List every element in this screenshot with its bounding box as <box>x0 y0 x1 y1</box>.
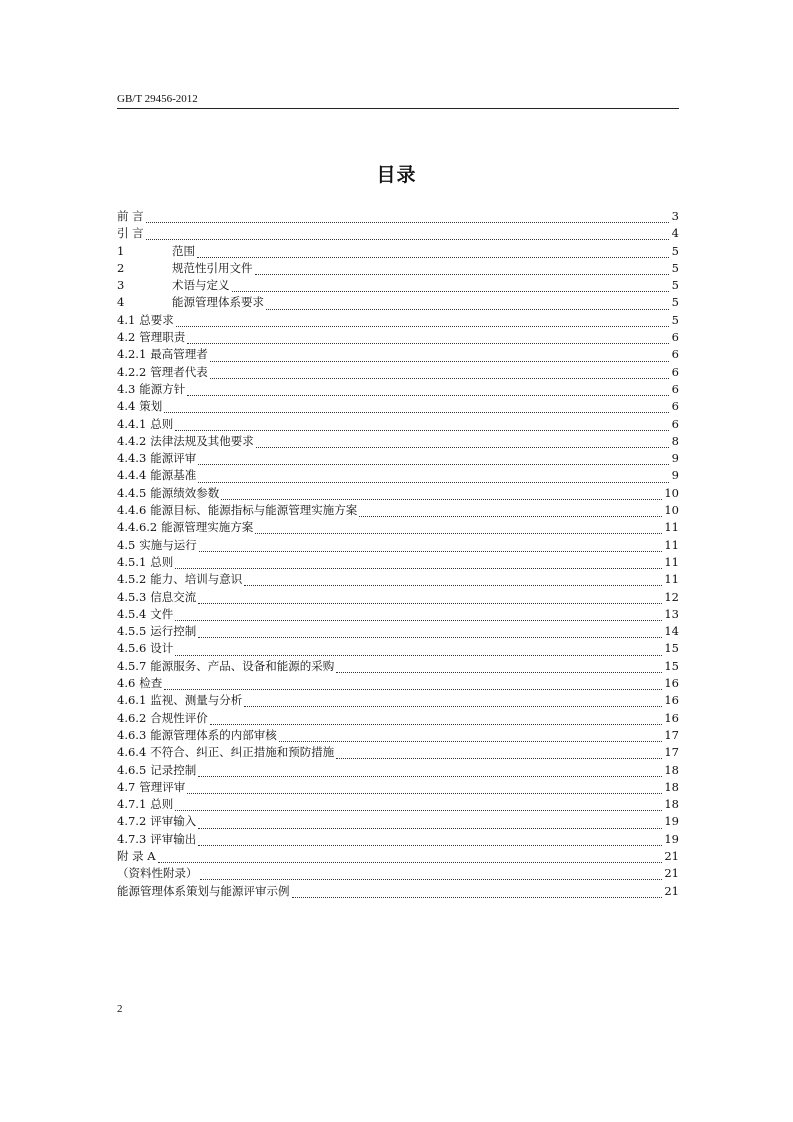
toc-entry-title: 评审输入 <box>150 814 197 829</box>
toc-entry[interactable] <box>117 675 679 692</box>
toc-leader-dots <box>198 472 669 483</box>
toc-entry-title: 管理评审 <box>139 779 186 794</box>
toc-leader-dots <box>187 385 669 396</box>
toc-leader-dots <box>255 264 670 275</box>
toc-entry-number: 4.4.2 <box>117 433 147 448</box>
toc-leader-dots <box>292 887 663 898</box>
toc-entry[interactable] <box>117 433 679 450</box>
toc-entry-title: 记录控制 <box>150 762 197 777</box>
toc-entry[interactable] <box>117 346 679 363</box>
toc-entry-number: 4.4.4 <box>117 468 147 483</box>
toc-leader-dots <box>232 281 670 292</box>
toc-entry-title: 信息交流 <box>150 589 197 604</box>
toc-entry[interactable] <box>117 692 679 709</box>
toc-entry-page: 19 <box>664 831 679 846</box>
toc-entry-title: 能源基准 <box>150 468 197 483</box>
toc-entry-title: 能源管理体系策划与能源评审示例 <box>117 883 290 898</box>
toc-entry[interactable] <box>117 243 679 260</box>
toc-entry-number: 2 <box>117 260 125 275</box>
toc-entry-page: 12 <box>664 589 679 604</box>
toc-leader-dots <box>359 506 662 517</box>
toc-entry-page: 10 <box>664 503 679 518</box>
toc-entry[interactable] <box>117 606 679 623</box>
toc-entry-title: 引 言 <box>117 226 144 241</box>
toc-entry-title: 评审输出 <box>150 831 197 846</box>
toc-entry-title: 总则 <box>150 554 174 569</box>
toc-entry-title: 实施与运行 <box>139 537 197 552</box>
toc-entry[interactable] <box>117 416 679 433</box>
toc-entry[interactable] <box>117 450 679 467</box>
toc-entry-number: 4.2.1 <box>117 347 147 362</box>
toc-entry-number: 4.5.2 <box>117 572 147 587</box>
toc-entry[interactable] <box>117 554 679 571</box>
toc-entry-page: 3 <box>671 209 679 223</box>
toc-entry-title: 范围 <box>172 243 195 258</box>
toc-entry-number: 4.5 <box>117 537 136 552</box>
toc-entry-title: 合规性评价 <box>150 710 208 725</box>
toc-entry-number: 4.6.2 <box>117 710 147 725</box>
toc-leader-dots <box>200 869 663 880</box>
page-number: 2 <box>117 1003 123 1015</box>
toc-entry-page: 15 <box>664 658 679 673</box>
toc-leader-dots <box>187 333 669 344</box>
toc-entry-number: 4.4.3 <box>117 451 147 466</box>
toc-leader-dots <box>197 247 669 258</box>
toc-entry[interactable] <box>117 364 679 381</box>
toc-entry-page: 11 <box>664 572 679 587</box>
toc-leader-dots <box>336 662 662 673</box>
toc-entry-title: 监视、测量与分析 <box>150 693 243 708</box>
toc-leader-dots <box>210 351 669 362</box>
toc-entry-number: 4 <box>117 295 125 310</box>
toc-leader-dots <box>336 748 662 759</box>
toc-entry[interactable] <box>117 312 679 329</box>
toc-entry-number: 4.6 <box>117 676 136 691</box>
toc-entry-title: （资料性附录） <box>117 866 198 881</box>
toc-leader-dots <box>198 818 662 829</box>
toc-entry-page: 6 <box>671 416 679 431</box>
toc-entry-title: 设计 <box>150 641 174 656</box>
toc-entry-number: 4.3 <box>117 381 136 396</box>
toc-entry[interactable] <box>117 727 679 744</box>
toc-entry[interactable] <box>117 744 679 761</box>
toc-entry-title: 策划 <box>139 399 163 414</box>
toc-entry-page: 15 <box>664 641 679 656</box>
toc-entry[interactable] <box>117 831 679 848</box>
toc-entry[interactable] <box>117 710 679 727</box>
toc-leader-dots <box>146 229 669 240</box>
toc-leader-dots <box>198 766 662 777</box>
toc-entry[interactable] <box>117 589 679 606</box>
toc-leader-dots <box>158 852 663 863</box>
toc-entry[interactable] <box>117 537 679 554</box>
toc-leader-dots <box>176 316 669 327</box>
toc-entry-title: 能源管理实施方案 <box>161 520 254 535</box>
toc-entry-page: 6 <box>671 347 679 362</box>
toc-entry-title: 检查 <box>139 676 163 691</box>
toc-leader-dots <box>199 541 663 552</box>
toc-entry-number: 3 <box>117 278 125 293</box>
toc-entry-number: 4.7.2 <box>117 814 147 829</box>
toc-entry-page: 16 <box>664 710 679 725</box>
table-of-contents <box>117 208 679 900</box>
toc-entry-page: 6 <box>671 381 679 396</box>
toc-entry-number: 4.6.1 <box>117 693 147 708</box>
toc-entry-number: 4.6.5 <box>117 762 147 777</box>
toc-entry-page: 11 <box>664 537 679 552</box>
toc-entry-title: 规范性引用文件 <box>172 260 253 275</box>
toc-entry-page: 6 <box>671 330 679 345</box>
toc-entry-page: 21 <box>664 883 679 898</box>
toc-entry[interactable] <box>117 640 679 657</box>
toc-entry-title: 不符合、纠正、纠正措施和预防措施 <box>150 745 335 760</box>
toc-entry[interactable] <box>117 571 679 588</box>
toc-entry-title: 能源评审 <box>150 451 197 466</box>
toc-leader-dots <box>164 402 669 413</box>
toc-entry[interactable] <box>117 813 679 830</box>
toc-entry-page: 17 <box>664 727 679 742</box>
toc-leader-dots <box>244 575 662 586</box>
toc-entry[interactable] <box>117 277 679 294</box>
toc-entry-number: 4.4.6.2 <box>117 520 158 535</box>
toc-leader-dots <box>221 489 662 500</box>
toc-entry[interactable] <box>117 658 679 675</box>
toc-entry-title: 能源管理体系要求 <box>172 295 264 310</box>
toc-entry-title: 管理者代表 <box>150 364 208 379</box>
toc-entry-title: 附 录 A <box>117 848 156 863</box>
document-header-standard-number: GB/T 29456-2012 <box>117 93 198 105</box>
toc-entry-page: 17 <box>664 745 679 760</box>
toc-entry-page: 18 <box>664 762 679 777</box>
toc-leader-dots <box>279 731 663 742</box>
toc-entry-title: 前 言 <box>117 209 144 223</box>
toc-entry-number: 4.7.1 <box>117 797 147 812</box>
toc-leader-dots <box>198 454 669 465</box>
toc-entry[interactable] <box>117 623 679 640</box>
toc-entry[interactable] <box>117 260 679 277</box>
toc-entry[interactable] <box>117 485 679 502</box>
toc-entry-page: 9 <box>671 468 679 483</box>
toc-entry-title: 总则 <box>150 797 174 812</box>
toc-entry-page: 21 <box>664 848 679 863</box>
toc-leader-dots <box>175 645 662 656</box>
toc-entry-number: 4.2 <box>117 330 136 345</box>
toc-entry-page: 6 <box>671 399 679 414</box>
toc-entry-number: 4.7 <box>117 779 136 794</box>
toc-entry-page: 18 <box>664 779 679 794</box>
toc-entry[interactable] <box>117 329 679 346</box>
toc-entry-title: 管理职责 <box>139 330 186 345</box>
toc-leader-dots <box>175 610 662 621</box>
toc-entry[interactable] <box>117 208 679 225</box>
toc-entry-title: 法律法规及其他要求 <box>150 433 254 448</box>
toc-entry-number: 4.4.5 <box>117 485 147 500</box>
toc-leader-dots <box>198 627 662 638</box>
toc-entry-title: 术语与定义 <box>172 278 230 293</box>
toc-entry-number: 4.5.7 <box>117 658 147 673</box>
toc-entry[interactable] <box>117 762 679 779</box>
toc-entry-page: 21 <box>664 866 679 881</box>
toc-entry-title: 总要求 <box>139 312 174 327</box>
toc-leader-dots <box>210 368 669 379</box>
toc-entry-number: 4.4.1 <box>117 416 147 431</box>
toc-entry-page: 16 <box>664 693 679 708</box>
toc-entry-number: 4.6.3 <box>117 727 147 742</box>
toc-entry-title: 总则 <box>150 416 174 431</box>
toc-entry-page: 18 <box>664 797 679 812</box>
toc-entry-number: 4.5.6 <box>117 641 147 656</box>
toc-entry-page: 10 <box>664 485 679 500</box>
toc-leader-dots <box>210 714 663 725</box>
toc-entry[interactable] <box>117 225 679 242</box>
toc-entry-page: 11 <box>664 554 679 569</box>
toc-leader-dots <box>164 679 662 690</box>
toc-entry[interactable] <box>117 381 679 398</box>
toc-entry-page: 14 <box>664 624 679 639</box>
toc-entry-page: 5 <box>671 243 679 258</box>
toc-entry-page: 19 <box>664 814 679 829</box>
toc-leader-dots <box>256 437 669 448</box>
toc-entry-title: 能源管理体系的内部审核 <box>150 727 277 742</box>
toc-entry-title: 能源绩效参数 <box>150 485 220 500</box>
toc-entry-number: 4.5.4 <box>117 606 147 621</box>
toc-entry-title: 能源服务、产品、设备和能源的采购 <box>150 658 335 673</box>
toc-entry[interactable] <box>117 467 679 484</box>
toc-entry-page: 5 <box>671 312 679 327</box>
toc-leader-dots <box>198 835 662 846</box>
toc-entry-number: 4.2.2 <box>117 364 147 379</box>
toc-entry[interactable] <box>117 294 679 311</box>
toc-leader-dots <box>198 593 662 604</box>
toc-leader-dots <box>146 212 669 223</box>
toc-entry-title: 能源目标、能源指标与能源管理实施方案 <box>150 503 358 518</box>
toc-entry-number: 4.4.6 <box>117 503 147 518</box>
toc-leader-dots <box>175 558 662 569</box>
toc-entry-page: 13 <box>664 606 679 621</box>
toc-entry-page: 8 <box>671 433 679 448</box>
toc-leader-dots <box>187 783 662 794</box>
toc-entry-title: 运行控制 <box>150 624 197 639</box>
toc-entry-page: 11 <box>664 520 679 535</box>
toc-leader-dots <box>266 299 669 310</box>
toc-entry-page: 6 <box>671 364 679 379</box>
toc-entry-number: 4.4 <box>117 399 136 414</box>
toc-entry-page: 9 <box>671 451 679 466</box>
toc-entry[interactable] <box>117 883 679 900</box>
toc-entry-number: 1 <box>117 243 125 258</box>
toc-leader-dots <box>255 523 662 534</box>
toc-entry-page: 5 <box>671 295 679 310</box>
toc-entry-title: 文件 <box>150 606 174 621</box>
header-divider <box>117 108 679 109</box>
toc-entry-number: 4.6.4 <box>117 745 147 760</box>
toc-entry[interactable] <box>117 502 679 519</box>
toc-entry-page: 4 <box>671 226 679 241</box>
toc-entry-page: 5 <box>671 260 679 275</box>
toc-entry-title: 最高管理者 <box>150 347 208 362</box>
toc-entry-title: 能力、培训与意识 <box>150 572 243 587</box>
toc-leader-dots <box>244 696 662 707</box>
toc-entry-number: 4.5.3 <box>117 589 147 604</box>
toc-entry-number: 4.7.3 <box>117 831 147 846</box>
toc-entry-number: 4.1 <box>117 312 136 327</box>
toc-entry[interactable] <box>117 796 679 813</box>
toc-entry[interactable] <box>117 398 679 415</box>
toc-entry-page: 5 <box>671 278 679 293</box>
toc-leader-dots <box>175 420 669 431</box>
toc-entry-title: 能源方针 <box>139 381 186 396</box>
toc-entry-number: 4.5.1 <box>117 554 147 569</box>
toc-entry[interactable] <box>117 519 679 536</box>
toc-entry[interactable] <box>117 848 679 865</box>
toc-entry-number: 4.5.5 <box>117 624 147 639</box>
toc-entry[interactable] <box>117 779 679 796</box>
toc-entry-page: 16 <box>664 676 679 691</box>
toc-entry[interactable] <box>117 865 679 882</box>
page-title: 目录 <box>376 164 417 186</box>
toc-leader-dots <box>175 800 662 811</box>
